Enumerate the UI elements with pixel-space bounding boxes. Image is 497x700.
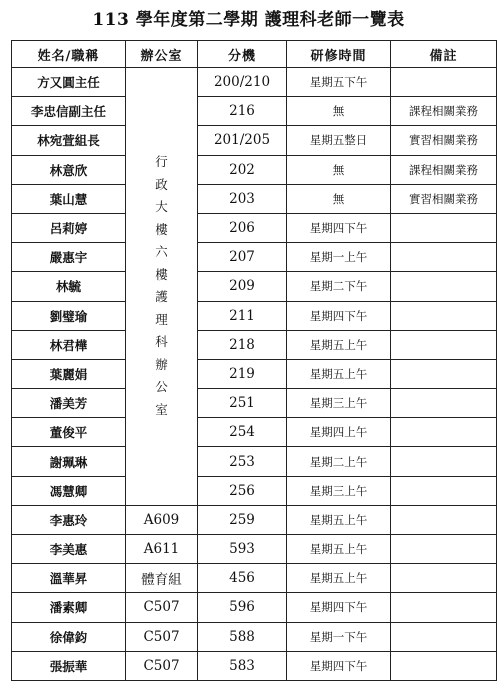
table-row [12,184,497,213]
table-row [12,622,497,651]
teacher-name-cell: 林意欣 [12,155,126,184]
note-cell [391,535,497,564]
study-time-cell: 星期五上午 [287,564,391,593]
study-time-cell: 星期一下午 [287,622,391,651]
table-row [12,564,497,593]
office-char: 樓 [155,266,168,282]
office-char: 科 [155,334,168,350]
table-row [12,505,497,534]
extension-cell: 256 [198,476,287,505]
extension-cell: 593 [198,535,287,564]
page-title: 113 學年度第二學期 護理科老師一覽表 [92,10,405,30]
study-time-cell: 星期五上午 [287,535,391,564]
teacher-name-cell: 嚴惠宇 [12,243,126,272]
office-cell: A611 [126,535,198,564]
extension-cell: 209 [198,272,287,301]
office-cell: 體育組 [126,564,198,593]
note-cell [391,476,497,505]
office-char: 理 [155,311,168,327]
extension-cell: 253 [198,447,287,476]
table-row [12,155,497,184]
study-time-cell: 無 [287,155,391,184]
office-char: 辦 [155,356,168,372]
study-time-cell: 星期五下午 [287,68,391,97]
study-time-cell: 無 [287,184,391,213]
extension-cell: 218 [198,330,287,359]
study-time-cell: 無 [287,97,391,126]
teacher-name-cell: 謝珮琳 [12,447,126,476]
table-row [12,593,497,622]
study-time-cell: 星期五上午 [287,505,391,534]
teacher-name-cell: 馮慧卿 [12,476,126,505]
table-row [12,243,497,272]
teacher-name-cell: 林君樺 [12,330,126,359]
office-cell: C507 [126,593,198,622]
teacher-name-cell: 李美惠 [12,535,126,564]
note-cell [391,651,497,680]
header-note: 備註 [391,41,497,68]
note-cell [391,505,497,534]
header-name: 姓名/職稱 [12,41,126,68]
teacher-name-cell: 葉麗娟 [12,359,126,388]
study-time-cell: 星期二上午 [287,447,391,476]
note-cell: 課程相關業務 [391,97,497,126]
table-row [12,447,497,476]
office-merged-cell [126,68,198,506]
teacher-name-cell: 張振華 [12,651,126,680]
teacher-table [11,40,497,681]
study-time-cell: 星期四下午 [287,593,391,622]
note-cell [391,593,497,622]
teacher-name-cell: 李忠信副主任 [12,97,126,126]
extension-cell: 207 [198,243,287,272]
teacher-name-cell: 董俊平 [12,418,126,447]
table-row [12,272,497,301]
note-cell [391,272,497,301]
teacher-name-cell: 林宛萱組長 [12,126,126,155]
note-cell [391,301,497,330]
office-cell: A609 [126,505,198,534]
office-cell: C507 [126,622,198,651]
teacher-name-cell: 潘美芳 [12,389,126,418]
extension-cell: 456 [198,564,287,593]
table-row [12,97,497,126]
extension-cell: 254 [198,418,287,447]
header-study-time: 研修時間 [287,41,391,68]
teacher-name-cell: 林毓 [12,272,126,301]
office-char: 六 [155,244,168,260]
table-body [12,68,497,681]
extension-cell: 216 [198,97,287,126]
table-row [12,418,497,447]
study-time-cell: 星期三上午 [287,476,391,505]
note-cell [391,213,497,242]
note-cell [391,622,497,651]
extension-cell: 259 [198,505,287,534]
extension-cell: 596 [198,593,287,622]
note-cell [391,418,497,447]
study-time-cell: 星期五上午 [287,359,391,388]
extension-cell: 251 [198,389,287,418]
office-vertical-text [126,156,197,416]
note-cell [391,330,497,359]
study-time-cell: 星期二下午 [287,272,391,301]
table-row [12,301,497,330]
teacher-name-cell: 溫華昇 [12,564,126,593]
table-row [12,651,497,680]
office-char: 行 [155,154,168,170]
study-time-cell: 星期四下午 [287,651,391,680]
note-cell [391,68,497,97]
note-cell [391,359,497,388]
extension-cell: 588 [198,622,287,651]
table-row [12,389,497,418]
header-extension: 分機 [198,41,287,68]
teacher-name-cell: 方又圓主任 [12,68,126,97]
study-time-cell: 星期五上午 [287,330,391,359]
note-cell [391,389,497,418]
office-char: 政 [155,176,168,192]
note-cell: 實習相關業務 [391,126,497,155]
study-time-cell: 星期四下午 [287,301,391,330]
extension-cell: 211 [198,301,287,330]
teacher-name-cell: 葉山慧 [12,184,126,213]
teacher-name-cell: 劉璧瑜 [12,301,126,330]
study-time-cell: 星期三上午 [287,389,391,418]
extension-cell: 200/210 [198,68,287,97]
table-row [12,126,497,155]
extension-cell: 206 [198,213,287,242]
header-office: 辦公室 [126,41,198,68]
note-cell: 實習相關業務 [391,184,497,213]
study-time-cell: 星期五整日 [287,126,391,155]
office-char: 樓 [155,221,168,237]
extension-cell: 203 [198,184,287,213]
table-row [12,68,497,97]
note-cell: 課程相關業務 [391,155,497,184]
study-time-cell: 星期一上午 [287,243,391,272]
extension-cell: 219 [198,359,287,388]
note-cell [391,447,497,476]
teacher-name-cell: 潘素卿 [12,593,126,622]
office-char: 公 [155,379,168,395]
table-row [12,213,497,242]
table-header-row [12,41,497,68]
table-row [12,330,497,359]
office-char: 大 [155,199,168,215]
note-cell [391,243,497,272]
teacher-name-cell: 徐偉鈞 [12,622,126,651]
table-row [12,359,497,388]
office-char: 護 [155,289,168,305]
office-cell: C507 [126,651,198,680]
study-time-cell: 星期四下午 [287,213,391,242]
note-cell [391,564,497,593]
extension-cell: 202 [198,155,287,184]
office-char: 室 [155,401,168,417]
table-row [12,535,497,564]
teacher-name-cell: 李惠玲 [12,505,126,534]
extension-cell: 583 [198,651,287,680]
table-row [12,476,497,505]
study-time-cell: 星期四上午 [287,418,391,447]
extension-cell: 201/205 [198,126,287,155]
teacher-name-cell: 呂莉婷 [12,213,126,242]
